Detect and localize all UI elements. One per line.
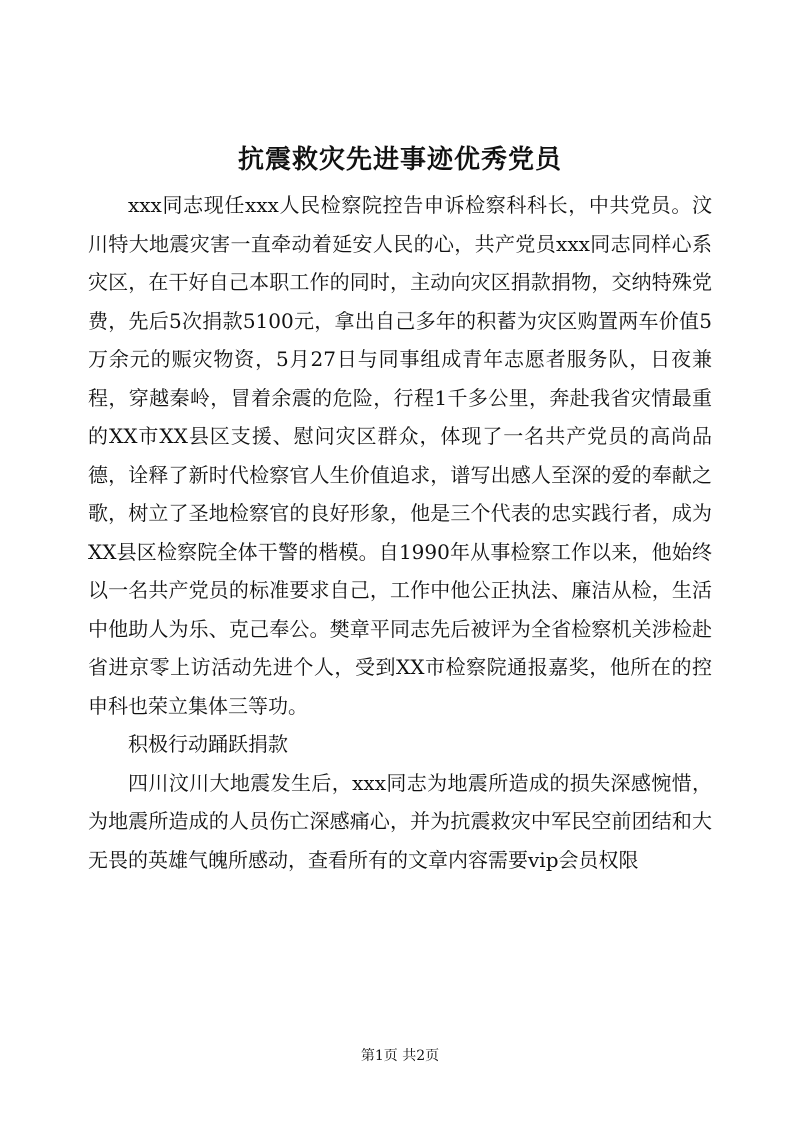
paragraph-intro: xxx同志现任xxx人民检察院控告申诉检察科科长，中共党员。汶川特大地震灾害一直牵动着延安人民的心，共产党员xxx同志同样心系灾区，在干好自己本职工作的同时，主动向灾区捐款捐物，交纳特殊党费，先后5次捐款5100元，拿出自己多年的积蓄为灾区购置两车价值5万余元的赈灾物资，5月27日与同事组成青年志愿者服务队，日夜兼程，穿越秦岭，冒着余震的危险，行程1千多公里，奔赴我省灾情最重的XX市XX县区支援、慰问灾区群众，体现了一名共产党员的高尚品德，诠释了新时代检察官人生价值追求，谱写出感人至深的爱的奉献之歌，树立了圣地检察官的良好形象，他是三个代表的忠实践行者，成为XX县区检察院全体干警的楷模。自1990年从事检察工作以来，他始终以一名共产党员的标准要求自己，工作中他公正执法、廉洁从检，生活中他助人为乐、克己奉公。樊章平同志先后被评为全省检察机关涉检赴省进京零上访活动先进个人，受到XX市检察院通报嘉奖，他所在的控申科也荣立集体三等功。 [88,193,712,718]
paragraph-donation: 四川汶川大地震发生后，xxx同志为地震所造成的损失深感惋惜，为地震所造成的人员伤亡深感痛心，并为抗震救灾中军民空前团结和大无畏的英雄气魄所感动，查看所有的文章内容需要vip会员权限 [88,770,712,872]
section-heading: 积极行动踊跃捐款 [128,732,288,756]
document-body [88,186,712,879]
page-footer: 第1页 共2页 [360,1048,440,1064]
document-title: 抗震救灾先进事迹优秀党员 [237,145,562,175]
